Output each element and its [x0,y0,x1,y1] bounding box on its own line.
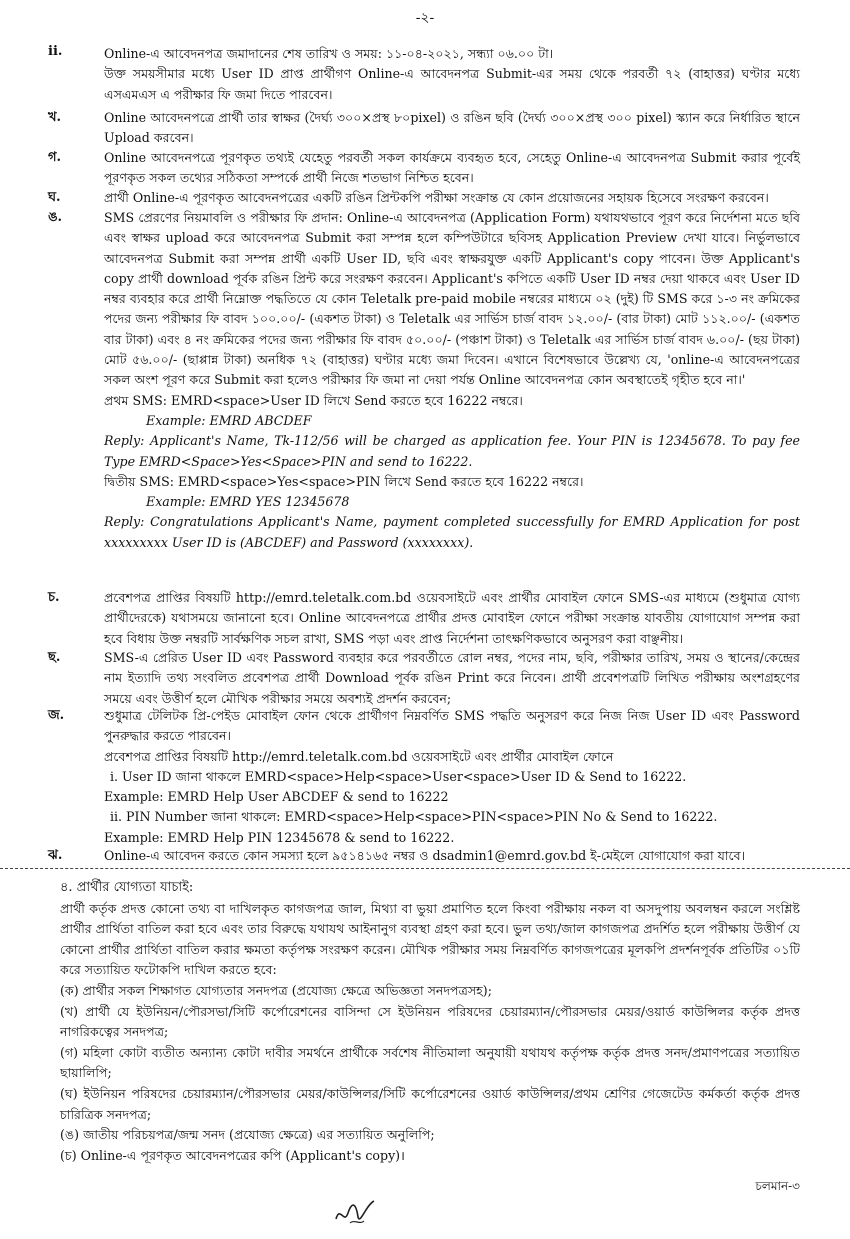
item-marker: ii. [48,44,63,59]
sms-reply: Reply: Congratulations Applicant's Name, payment completed successfully for EMRD Application for post xxxxxxxxx User ID is (ABCDEF) and Password (xxxxxxxx). [104,514,800,550]
section-paragraph: প্রার্থী কর্তৃক প্রদত্ত কোনো তথ্য বা দাখিলকৃত কাগজপত্র জাল, মিথ্যা বা ভুয়া প্রমাণিত হলে কিংবা পরীক্ষায় নকল বা অসদুপায় অবলম্বন করলে সংশ্লিষ্ট প্রার্থীর প্রার্থিতা বাতিল করা হবে এবং তার বিরুদ্ধে যথাযথ আইনানুগ ব্যবস্থা গ্রহণ করা হবে। ভুল তথ্য/জাল কাগজপত্র প্রদর্শিত হলে পরীক্ষায় উত্তীর্ণ যে কোনো প্রার্থীর প্রার্থিতা বাতিল করার ক্ষমতা কর্তৃপক্ষ সংরক্ষণ করেন। মৌখিক পরীক্ষার সময় নিম্নবর্ণিত কাগজপত্রের মূলকপি প্রদর্শনপূর্বক প্রতিটির ০১টি করে সত্যায়িত ফটোকপি দাখিল করতে হবে: [60,900,800,978]
sms-example: Example: EMRD ABCDEF [146,412,312,428]
item-marker: খ. [48,110,62,125]
item-text: SMS-এ প্রেরিত User ID এবং Password ব্যবহার করে পরবর্তীতে রোল নম্বর, পদের নাম, ছবি, পরীক্ষার তারিখ, সময় ও স্থানের/কেন্দ্রের নাম ইত্যাদি তথ্য সংবলিত প্রবেশপত্র প্রার্থী Download পূর্বক রঙিন Print করে নিবেন। প্রার্থী প্রবেশপত্রটি লিখিত পরীক্ষায় অংশগ্রহণের সময়ে এবং উত্তীর্ণ হলে মৌখিক পরীক্ষার সময়ে অবশ্যই প্রদর্শন করবেন; [104,650,800,706]
item-marker: গ. [48,150,62,165]
instruction-item [48,148,800,189]
section-eligibility [60,878,800,1166]
item-text: Online আবেদনপত্রে প্রার্থী তার স্বাক্ষর (দৈর্ঘ্য ৩০০×প্রস্থ ৮০pixel) ও রঙিন ছবি (দৈর্ঘ্য ৩০০×প্রস্থ ৩০০ pixel) স্ক্যান করে নির্ধারিত স্থানে Upload করবেন। [104,110,800,146]
instruction-item [48,648,800,709]
item-marker: চ. [48,590,60,605]
item-text: উক্ত সময়সীমার মধ্যে User ID প্রাপ্ত প্রার্থীগণ Online-এ আবেদনপত্র Submit-এর সময় থেকে পরবর্তী ৭২ (বাহাত্তর) ঘণ্টার মধ্যে এসএমএস এ পরীক্ষার ফি জমা দিতে পারবেন। [104,66,800,102]
page-number: -২- [415,10,435,26]
item-text: SMS প্রেরণের নিয়মাবলি ও পরীক্ষার ফি প্রদান: Online-এ আবেদনপত্র (Application Form) যথাযথভাবে পূরণ করে নির্দেশনা মতে ছবি এবং স্বাক্ষর upload করে আবেদনপত্র Submit করা সম্পন্ন হলে কম্পিউটারে ছবিসহ Application Preview দেখা যাবে। নির্ভুলভাবে আবেদনপত্র Submit করা সম্পন্ন প্রার্থী একটি User ID, ছবি এবং স্বাক্ষরযুক্ত একটি Applicant's copy পাবেন। উক্ত Applicant's copy প্রার্থী download পূর্বক রঙিন প্রিন্ট করে সংরক্ষণ করবেন। Applicant's কপিতে একটি User ID নম্বর দেয়া থাকবে এবং User ID নম্বর ব্যবহার করে প্রার্থী নিম্নোক্ত পদ্ধতিতে যে কোন Teletalk pre-paid mobile নম্বরের মাধ্যমে ০২ (দুই) টি SMS করে ১-৩ নং ক্রমিকের পদের জন্য পরীক্ষার ফি বাবদ ১০০.০০/- (একশত টাকা) ও Teletalk এর সার্ভিস চার্জ বাবদ ১২.০০/- (বার টাকা) মোট ১১২.০০/- (একশত বার টাকা) এবং ৪ নং ক্রমিকের পদের জন্য পরীক্ষার ফি বাবদ ৫০.০০/- (পঞ্চাশ টাকা) ও Teletalk এর সার্ভিস চার্জ বাবদ ৬.০০/- (ছয় টাকা) মোট ৫৬.০০/- (ছাপ্পান্ন টাকা) অনধিক ৭২ (বাহাত্তর) ঘণ্টার মধ্যে জমা দিবেন। এখানে বিশেষভাবে উল্লেখ্য যে, 'online-এ আবেদনপত্রের সকল অংশ পূরণ করে Submit করা হলেও পরীক্ষার ফি জমা না দেয়া পর্যন্ত Online আবেদনপত্র কোন অবস্থাতেই গৃহীত হবে না।' [104,210,800,388]
sms-instruction: দ্বিতীয় SMS: EMRD<space>Yes<space>PIN লিখে Send করতে হবে 16222 নম্বরে। [104,473,584,489]
item-text: প্রবেশপত্র প্রাপ্তির বিষয়টি http://emrd.teletalk.com.bd ওয়েবসাইটে এবং প্রার্থীর মোবাইল ফোনে [104,748,614,764]
instruction-item [48,188,800,208]
section-heading: ৪. প্রার্থীর যোগ্যতা যাচাই: [60,880,194,895]
recovery-step: ii. PIN Number জানা থাকলে: EMRD<space>Help<space>PIN<space>PIN No & Send to 16222. [110,809,718,825]
sms-reply: Reply: Applicant's Name, Tk-112/56 will be charged as application fee. Your PIN is 12345678. To pay fee Type EMRD<Space>Yes<Space>PIN and send to 16222. [104,433,800,469]
item-marker: ঝ. [48,848,63,863]
sms-example: Example: EMRD YES 12345678 [146,494,350,510]
section-divider [0,868,850,869]
item-text: প্রবেশপত্র প্রাপ্তির বিষয়টি http://emrd.teletalk.com.bd ওয়েবসাইটে এবং প্রার্থীর মোবাইল ফোনে SMS-এর মাধ্যমে (শুধুমাত্র যোগ্য প্রার্থীদেরকে) যথাসময়ে জানানো হবে। Online আবেদনপত্রে প্রার্থীর প্রদত্ত মোবাইল ফোনে পরীক্ষা সংক্রান্ত যাবতীয় যোগাযোগ সম্পন্ন করা হবে বিধায় উক্ত নম্বরটি সার্বক্ষণিক সচল রাখা, SMS পড়া এবং প্রাপ্ত নির্দেশনা তাৎক্ষণিকভাবে অনুসরণ করা বাঞ্ছনীয়। [104,590,800,646]
item-marker: ঘ. [48,190,61,205]
document-list-item: (ঙ) জাতীয় পরিচয়পত্র/জন্ম সনদ (প্রযোজ্য ক্ষেত্রে) এর সত্যায়িত অনুলিপি; [60,1127,435,1143]
item-text: Online-এ আবেদনপত্র জমাদানের শেষ তারিখ ও সময়: ১১-০৪-২০২১, সন্ধ্যা ০৬.০০ টা। [104,46,554,61]
sms-instruction: প্রথম SMS: EMRD<space>User ID লিখে Send করতে হবে 16222 নম্বরে। [104,392,523,408]
document-list-item: (খ) প্রার্থী যে ইউনিয়ন/পৌরসভা/সিটি কর্পোরেশনের বাসিন্দা সে ইউনিয়ন পরিষদের চেয়ারম্যান/পৌরসভার মেয়র/ওয়ার্ড কাউন্সিলর কর্তৃক প্রদত্ত নাগরিকত্বের সনদপত্র; [60,1003,800,1040]
document-list-item: (ক) প্রার্থীর সকল শিক্ষাগত যোগ্যতার সনদপত্র (প্রযোজ্য ক্ষেত্রে অভিজ্ঞতা সনদপত্রসহ); [60,982,492,998]
document-list-item: (চ) Online-এ পূরণকৃত আবেদনপত্রের কপি (Applicant's copy)। [60,1147,405,1163]
instruction-item [48,706,800,848]
item-text: প্রার্থী Online-এ পূরণকৃত আবেদনপত্রের একটি রঙিন প্রিন্টকপি পরীক্ষা সংক্রান্ত যে কোন প্রয়োজনের সহায়ক হিসেবে সংরক্ষণ করবেন। [104,190,769,205]
instruction-item [48,44,800,105]
item-marker: জ. [48,708,65,723]
item-marker: ছ. [48,650,61,665]
recovery-example: Example: EMRD Help PIN 12345678 & send to 16222. [104,829,455,845]
signature-mark [330,1195,380,1231]
instruction-item [48,108,800,149]
recovery-step: i. User ID জানা থাকলে EMRD<space>Help<space>User<space>User ID & Send to 16222. [110,768,687,784]
item-text: Online-এ আবেদন করতে কোন সমস্যা হলে ৯৫১৪১৬৫ নম্বর ও dsadmin1@emrd.gov.bd ই-মেইলে যোগাযোগ করা যাবে। [104,848,746,863]
instruction-item [48,846,800,866]
document-list-item: (গ) মহিলা কোটা ব্যতীত অন্যান্য কোটা দাবীর সমর্থনে প্রার্থীকে সর্বশেষ নীতিমালা অনুযায়ী যথাযথ কর্তৃপক্ষ কর্তৃক প্রদত্ত সনদ/প্রমাণপত্রের সত্যায়িত ছায়ালিপি; [60,1044,800,1081]
recovery-example: Example: EMRD Help User ABCDEF & send to 16222 [104,789,449,805]
instruction-item [48,588,800,649]
document-list-item: (ঘ) ইউনিয়ন পরিষদের চেয়ারম্যান/পৌরসভার মেয়র/কাউন্সিলর/সিটি কর্পোরেশনের ওয়ার্ড কাউন্সিলর/প্রথম শ্রেণির গেজেটেড কর্মকর্তা কর্তৃক প্রদত্ত চারিত্রিক সনদপত্র; [60,1085,800,1122]
instruction-item [48,208,800,553]
continuation-note: চলমান-৩ [755,1179,800,1193]
item-text: Online আবেদনপত্রে পূরণকৃত তথ্যই যেহেতু পরবর্তী সকল কার্যক্রমে ব্যবহৃত হবে, সেহেতু Online-এ আবেদনপত্র Submit করার পূর্বেই পূরণকৃত সকল তথ্যের সঠিকতা সম্পর্কে প্রার্থী নিজে শতভাগ নিশ্চিত হবেন। [104,150,800,186]
item-marker: ঙ. [48,210,63,225]
item-text: শুধুমাত্র টেলিটক প্রি-পেইড মোবাইল ফোন থেকে প্রার্থীগণ নিম্নবর্ণিত SMS পদ্ধতি অনুসরণ করে নিজ নিজ User ID এবং Password পুনরুদ্ধার করতে পারবেন। [104,708,800,744]
